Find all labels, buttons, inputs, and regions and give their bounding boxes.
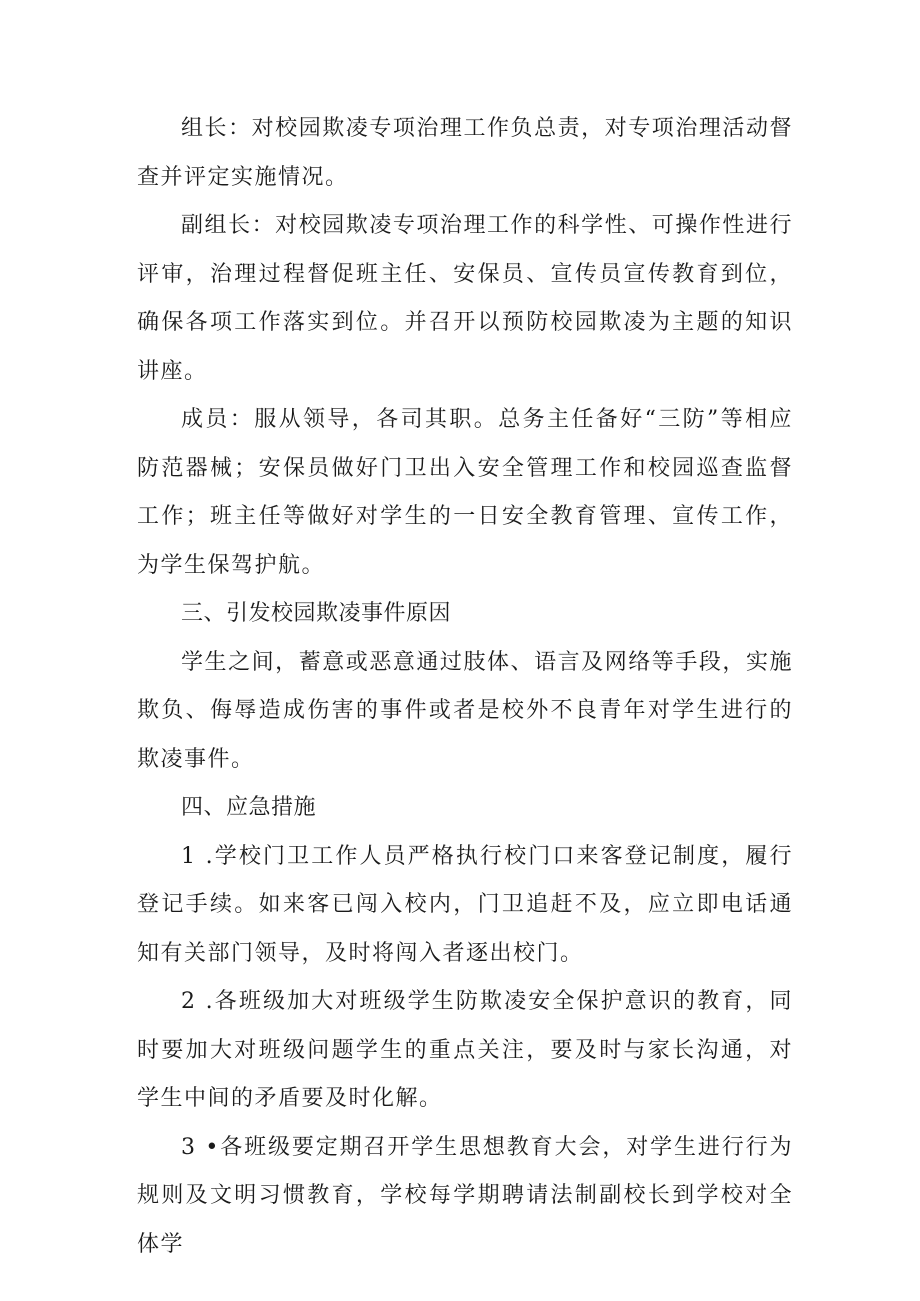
section-heading-causes: 三、引发校园欺凌事件原因 — [181, 601, 452, 626]
paragraph-measure-1: 1 .学校门卫工作人员严格执行校门口来客登记制度，履行登记手续。如来客已闯入校内，门卫追赶不及，应立即电话通知有关部门领导，及时将闯入者逐出校门。 — [137, 843, 793, 966]
paragraph-causes: 学生之间，蓄意或恶意通过肢体、语言及网络等手段，实施欺负、侮辱造成伤害的事件或者是校外不良青年对学生进行的欺凌事件。 — [137, 649, 793, 772]
paragraph-leader-duties: 组长：对校园欺凌专项治理工作负总责，对专项治理活动督查并评定实施情况。 — [137, 116, 793, 190]
paragraph-deputy-duties: 副组长：对校园欺凌专项治理工作的科学性、可操作性进行评审，治理过程督促班主任、安保员、宣传员宣传教育到位，确保各项工作落实到位。并召开以预防校园欺凌为主题的知识讲座。 — [137, 213, 793, 384]
paragraph-measure-2: 2 .各班级加大对班级学生防欺凌安全保护意识的教育，同时要加大对班级问题学生的重点关注，要及时与家长沟通，对学生中间的矛盾要及时化解。 — [137, 989, 793, 1111]
section-heading-emergency-measures: 四、应急措施 — [181, 795, 317, 820]
paragraph-measure-3: 3 •各班级要定期召开学生思想教育大会，对学生进行行为规则及文明习惯教育，学校每学期聘请法制副校长到学校对全体学 — [137, 1134, 793, 1257]
paragraph-member-duties: 成员：服从领导，各司其职。总务主任备好“三防”等相应防范器械；安保员做好门卫出入安全管理工作和校园巡查监督工作；班主任等做好对学生的一日安全教育管理、宣传工作，为学生保驾护航。 — [137, 407, 793, 578]
document-body — [137, 105, 793, 1269]
